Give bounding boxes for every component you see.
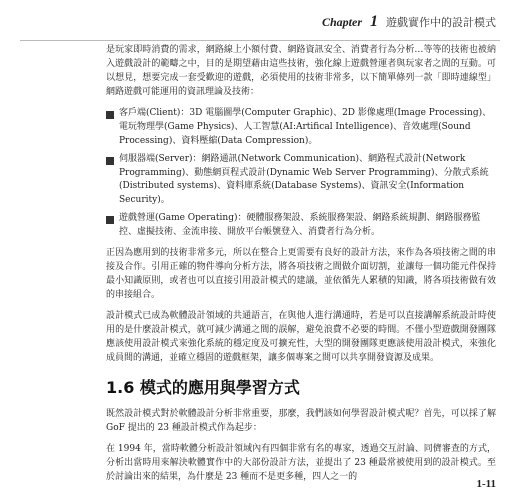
list-item <box>106 212 496 240</box>
list-item <box>106 153 496 209</box>
header-divider <box>20 40 500 41</box>
body-paragraph: 既然設計模式對於軟體設計分析非常重要，那麼，我們該如何學習設計模式呢？首先，可以採了解 GoF 提出的 23 種設計模式作為起步： <box>106 409 496 434</box>
chapter-label: Chapter <box>321 14 362 29</box>
body-paragraph: 在 1994 年，當時軟體分析設計領域內有四個非常有名的專家，透過交互討論、同儕審查的方式，分析出當時用來解決軟體實作中的大部份設計方法，並提出了 23 種最常被使用到的設計模式。至於討論出來的結果，為什麼是 23 種而不是更多種，四人之一的 <box>106 444 496 483</box>
body-paragraph: 設計模式已成為軟體設計領域的共通語言，在與他人進行溝通時，若是可以直接講解系統設計時使用的是什麼設計模式，就可減少溝通之間的誤解，避免浪費不必要的時間。不僅小型遊戲開發團隊應該使用設計模式來強化系統的穩定度及可擴充性，大型的開發團隊更應該使用設計模式，來強化成員間的溝通，並確立穩固的遊戲框架，讓多個專案之間可以共享開發資源及成果。 <box>106 310 496 363</box>
list-item-text: 客戶端(Client)：3D 電腦圖學(Computer Graphic)、2D 影像處理(Image Processing)、電玩物理學(Game Physics)、人工智慧(AI:Artifical Intelligence)、音效處理(Sound Processing)、資料壓縮(Data Compression)。 <box>119 107 492 146</box>
square-bullet-icon <box>106 111 114 119</box>
intro-paragraph: 是玩家即時消費的需求，網路線上小額付費、網路資訊安全、消費者行為分析…等等的技術也被納入遊戲設計的範疇之中，目的是期望藉由這些技術，強化線上遊戲營運者與玩家者之間的互動。可以想見，想要完成一套受歡迎的遊戲，必須使用的技術非常多，以下簡單條列一款「即時連線型」網路遊戲可能運用的資訊理論及技術： <box>106 45 496 97</box>
list-item-text: 遊戲營運(Game Operating)：硬體服務架設、系統服務架設、網路系統規劃、網路服務監控、虛擬技術、金流串接、開放平台帳號登入、消費者行為分析。 <box>119 213 481 238</box>
square-bullet-icon <box>106 216 114 224</box>
square-bullet-icon <box>106 157 114 165</box>
section-heading: 1.6 模式的應用與學習方式 <box>106 377 300 397</box>
list-item-text: 伺服器端(Server)：網路通訊(Network Communication)、網路程式設計(Network Programming)、動態網頁程式設計(Dynamic Web Server Programming)、分散式系統(Distributed systems)、資料庫系統(Database Systems)、資訊安全(Information Security)。 <box>119 153 489 206</box>
body-paragraph: 正因為應用到的技術非常多元，所以在整合上更需要有良好的設計方法，來作為各項技術之間的串接及合作。引用正確的物件導向分析方法，將各項技術之間做介面切割，並讓每一個功能元件保持最小知識原則，或者也可以直接引用設計模式的建議，並依循先人累積的知識，將各項技術做有效的串接組合。 <box>106 248 496 300</box>
page-content <box>106 44 496 492</box>
page-number: 1-11 <box>476 478 496 490</box>
chapter-title: 遊戲實作中的設計模式 <box>386 16 496 29</box>
chapter-number: 1 <box>370 13 378 30</box>
list-item <box>106 107 496 149</box>
running-header <box>322 4 496 40</box>
technology-list <box>106 107 496 240</box>
